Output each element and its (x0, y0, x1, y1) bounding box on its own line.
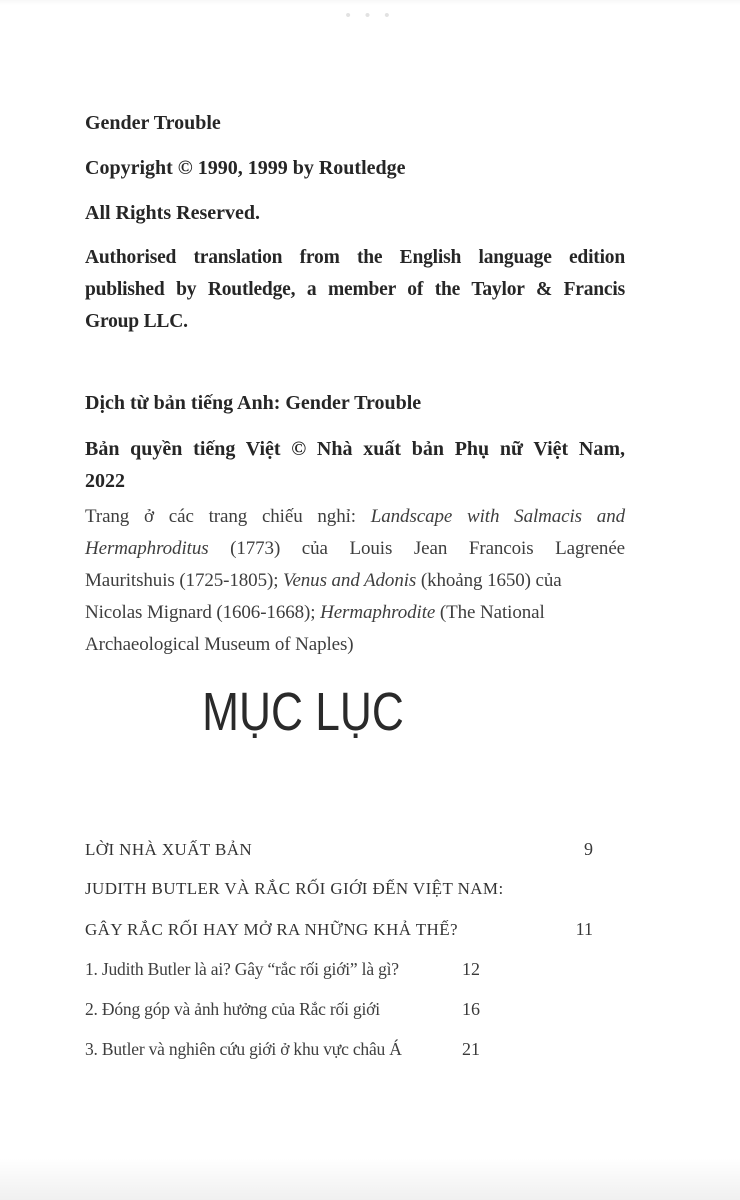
toc-entry-label: 1. Judith Butler là ai? Gây “rắc rối giới” là gì? (85, 959, 399, 979)
paragraph-line: Authorised translation from the English language edition (85, 247, 625, 268)
paragraph-line: published by Routledge, a member of the Taylor & Francis (85, 279, 625, 300)
credits-line: Archaeological Museum of Naples) (85, 634, 354, 655)
toc-row (85, 953, 480, 985)
toc-page-number: 12 (462, 959, 480, 979)
credits-line: Hermaphroditus (1773) của Louis Jean Francois Lagrenée (85, 538, 625, 559)
authorised-translation-paragraph (85, 242, 625, 338)
interlude-credits-paragraph (85, 501, 625, 661)
toc-page-number: 11 (575, 919, 593, 939)
toc-entry-label: 2. Đóng góp và ảnh hưởng của Rắc rối giới (85, 999, 380, 1019)
toc-entry-label: GÂY RẮC RỐI HAY MỞ RA NHỮNG KHẢ THẾ? (85, 920, 458, 939)
rights-line: All Rights Reserved. (85, 202, 260, 224)
book-title: Gender Trouble (85, 112, 221, 134)
paragraph-line: Bản quyền tiếng Việt © Nhà xuất bản Phụ nữ Việt Nam, (85, 438, 625, 460)
translated-from-line: Dịch từ bản tiếng Anh: Gender Trouble (85, 392, 422, 414)
toc-entry-label: LỜI NHÀ XUẤT BẢN (85, 840, 253, 859)
paragraph-line: 2022 (85, 470, 125, 492)
toc-entry-label: 3. Butler và nghiên cứu giới ở khu vực châu Á (85, 1039, 402, 1059)
page-top-shadow (0, 0, 740, 5)
toc-entry-label: JUDITH BUTLER VÀ RẮC RỐI GIỚI ĐẾN VIỆT NAM: (85, 879, 504, 898)
toc-row (85, 1033, 480, 1065)
toc-page-number: 16 (462, 999, 480, 1019)
credits-line: Trang ở các trang chiếu nghỉ: Landscape with Salmacis and (85, 506, 625, 527)
toc-row (85, 833, 593, 866)
toc-page-number: 9 (584, 839, 593, 859)
paragraph-line: Group LLC. (85, 311, 188, 332)
top-ellipsis-icon: • • • (345, 7, 395, 24)
toc-title: MỤC LỤC (202, 682, 404, 742)
vietnamese-rights-paragraph (85, 433, 625, 497)
copyright-line: Copyright © 1990, 1999 by Routledge (85, 157, 406, 179)
credits-line: Mauritshuis (1725-1805); Venus and Adonis (khoảng 1650) của (85, 570, 562, 591)
toc-row (85, 993, 480, 1025)
toc-row (85, 873, 625, 905)
credits-line: Nicolas Mignard (1606-1668); Hermaphrodite (The National (85, 602, 545, 623)
toc-page-number: 21 (462, 1039, 480, 1059)
toc-row (85, 913, 593, 946)
page-bottom-shadow (0, 1158, 740, 1200)
